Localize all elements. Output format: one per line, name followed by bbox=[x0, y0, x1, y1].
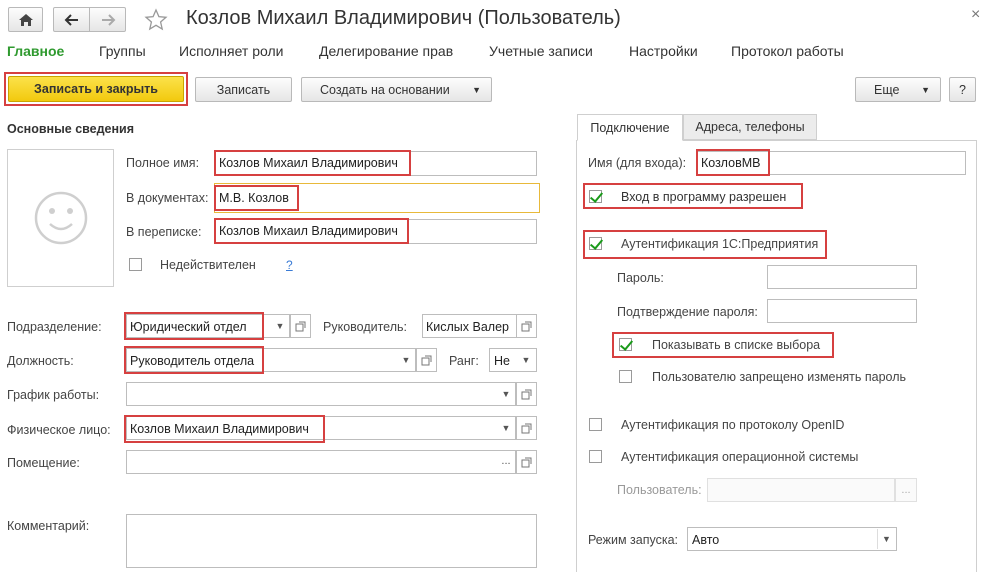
comment-field[interactable] bbox=[126, 514, 537, 568]
triangle-down-icon: ▼ bbox=[275, 321, 285, 331]
avatar[interactable] bbox=[7, 149, 114, 287]
smiley-avatar-icon bbox=[8, 150, 113, 286]
os-user-select-button bbox=[895, 478, 917, 502]
full-name-label: Полное имя: bbox=[126, 156, 200, 170]
launch-mode-value: Авто bbox=[692, 533, 720, 547]
section-title: Основные сведения bbox=[7, 122, 135, 136]
login-label: Имя (для входа): bbox=[588, 156, 687, 170]
home-button[interactable] bbox=[8, 7, 43, 32]
position-dropdown[interactable] bbox=[397, 350, 415, 370]
room-select-button[interactable]: ... bbox=[501, 455, 511, 467]
triangle-down-icon: ▼ bbox=[501, 423, 511, 433]
room-label: Помещение: bbox=[7, 456, 80, 470]
more-label: Еще bbox=[874, 82, 900, 97]
os-user-field bbox=[707, 478, 895, 502]
department-open-button[interactable] bbox=[290, 314, 311, 338]
allowed-label: Вход в программу разрешен bbox=[621, 190, 787, 204]
confirm-field[interactable] bbox=[767, 299, 917, 323]
os-user-btn-label: ... bbox=[901, 484, 911, 496]
close-icon[interactable]: × bbox=[971, 6, 981, 23]
tab-log[interactable]: Протокол работы bbox=[731, 43, 844, 59]
open-link-icon bbox=[295, 321, 306, 332]
rank-value: Не bbox=[494, 354, 510, 368]
in-docs-value: М.В. Козлов bbox=[219, 191, 289, 205]
forbid-change-checkbox[interactable] bbox=[619, 370, 632, 383]
show-in-list-label: Показывать в списке выбора bbox=[652, 338, 821, 352]
forbid-change-label: Пользователю запрещено изменять пароль bbox=[652, 370, 907, 384]
person-dropdown[interactable] bbox=[497, 418, 515, 438]
rank-dropdown[interactable] bbox=[517, 350, 535, 370]
department-value: Юридический отдел bbox=[130, 320, 247, 334]
auth1c-label: Аутентификация 1С:Предприятия bbox=[621, 237, 819, 251]
tab-settings[interactable]: Настройки bbox=[629, 43, 698, 59]
open-link-icon bbox=[521, 321, 532, 332]
rank-label: Ранг: bbox=[449, 354, 479, 368]
person-value: Козлов Михаил Владимирович bbox=[130, 422, 309, 436]
position-open-button[interactable] bbox=[416, 348, 437, 372]
schedule-dropdown[interactable] bbox=[497, 384, 515, 404]
tab-delegation[interactable]: Делегирование прав bbox=[319, 43, 454, 59]
schedule-field[interactable] bbox=[126, 382, 516, 406]
comment-label: Комментарий: bbox=[7, 519, 90, 533]
save-button[interactable]: Записать bbox=[195, 77, 292, 102]
tab-addresses[interactable] bbox=[683, 114, 817, 140]
os-user-label: Пользователь: bbox=[617, 483, 702, 497]
tab-main[interactable]: Главное bbox=[7, 43, 65, 59]
position-label: Должность: bbox=[7, 354, 74, 368]
tab-addresses-label: Адреса, телефоны bbox=[695, 120, 805, 134]
position-value: Руководитель отдела bbox=[130, 354, 255, 368]
tab-connection-label: Подключение bbox=[590, 120, 670, 135]
tab-accounts[interactable]: Учетные записи bbox=[489, 43, 593, 59]
launch-mode-dropdown[interactable] bbox=[877, 529, 895, 549]
os-auth-checkbox[interactable] bbox=[589, 450, 602, 463]
forward-button[interactable] bbox=[89, 7, 126, 32]
back-arrow-icon bbox=[64, 14, 80, 26]
help-button[interactable]: ? bbox=[949, 77, 976, 102]
confirm-label: Подтверждение пароля: bbox=[617, 305, 758, 319]
schedule-open-button[interactable] bbox=[516, 382, 537, 406]
password-field[interactable] bbox=[767, 265, 917, 289]
person-open-button[interactable] bbox=[516, 416, 537, 440]
more-button[interactable] bbox=[855, 77, 941, 102]
correspondence-value: Козлов Михаил Владимирович bbox=[219, 224, 398, 238]
create-based-button[interactable] bbox=[301, 77, 492, 102]
tab-roles[interactable]: Исполняет роли bbox=[179, 43, 284, 59]
triangle-down-icon: ▼ bbox=[921, 85, 930, 95]
favorite-star-button[interactable] bbox=[144, 8, 168, 32]
triangle-down-icon: ▼ bbox=[472, 85, 481, 95]
login-value: КозловМВ bbox=[701, 156, 761, 170]
openid-checkbox[interactable] bbox=[589, 418, 602, 431]
triangle-down-icon: ▼ bbox=[501, 389, 511, 399]
save-and-close-button[interactable]: Записать и закрыть bbox=[8, 76, 184, 102]
manager-label: Руководитель: bbox=[323, 320, 408, 334]
department-label: Подразделение: bbox=[7, 320, 102, 334]
invalid-label: Недействителен bbox=[160, 258, 256, 272]
help-link[interactable]: ? bbox=[286, 258, 293, 272]
openid-label: Аутентификация по протоколу OpenID bbox=[621, 418, 845, 432]
schedule-label: График работы: bbox=[7, 388, 100, 402]
person-label: Физическое лицо: bbox=[7, 423, 111, 437]
show-in-list-checkbox[interactable] bbox=[619, 338, 632, 351]
room-field[interactable] bbox=[126, 450, 516, 474]
invalid-checkbox[interactable] bbox=[129, 258, 142, 271]
open-link-icon bbox=[521, 457, 532, 468]
full-name-value: Козлов Михаил Владимирович bbox=[219, 156, 398, 170]
triangle-down-icon: ▼ bbox=[521, 355, 531, 365]
manager-open-button[interactable] bbox=[516, 314, 537, 338]
department-dropdown[interactable] bbox=[271, 316, 289, 336]
os-auth-label: Аутентификация операционной системы bbox=[621, 450, 859, 464]
create-based-label: Создать на основании bbox=[320, 82, 450, 97]
open-link-icon bbox=[521, 389, 532, 400]
star-icon bbox=[144, 8, 168, 32]
allowed-checkbox[interactable] bbox=[589, 190, 602, 203]
triangle-down-icon: ▼ bbox=[882, 534, 891, 544]
launch-mode-label: Режим запуска: bbox=[588, 533, 678, 547]
forward-arrow-icon bbox=[100, 14, 116, 26]
home-icon bbox=[18, 13, 34, 27]
correspondence-label: В переписке: bbox=[126, 225, 202, 239]
auth1c-checkbox[interactable] bbox=[589, 237, 602, 250]
window-title: Козлов Михаил Владимирович (Пользователь) bbox=[186, 7, 621, 29]
manager-value: Кислых Валер bbox=[426, 320, 510, 334]
triangle-down-icon: ▼ bbox=[401, 355, 411, 365]
open-link-icon bbox=[421, 355, 432, 366]
password-label: Пароль: bbox=[617, 271, 664, 285]
open-link-icon bbox=[521, 423, 532, 434]
tab-groups[interactable]: Группы bbox=[99, 43, 146, 59]
in-docs-label: В документах: bbox=[126, 191, 209, 205]
room-open-button[interactable] bbox=[516, 450, 537, 474]
back-button[interactable] bbox=[53, 7, 90, 32]
tab-connection[interactable] bbox=[577, 114, 683, 141]
